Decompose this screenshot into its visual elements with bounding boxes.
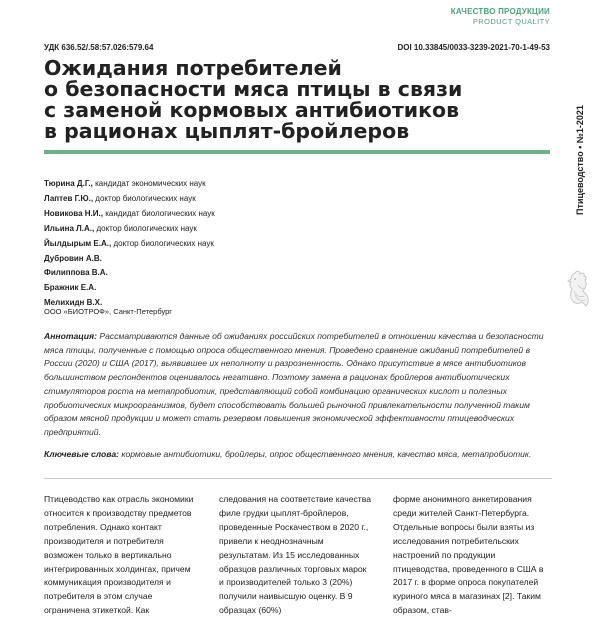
section-label-english: PRODUCT QUALITY (472, 17, 550, 26)
title-line: в рационах цыплят-бройлеров (44, 119, 410, 143)
section-label: КАЧЕСТВО ПРОДУКЦИИ (450, 7, 550, 16)
annotation (44, 330, 552, 440)
keywords-label: Ключевые слова: (44, 449, 119, 459)
author-name: Бражник Е.А. (44, 283, 97, 293)
keywords (44, 448, 552, 462)
title-divider (44, 150, 550, 154)
title-line: Ожидания потребителей (44, 56, 342, 80)
author-name: Мелихидн В.Х. (44, 298, 103, 308)
author-entry (44, 266, 215, 281)
affiliation: ООО «БИОТРОФ», Санкт-Петербург (44, 307, 173, 316)
author-name: Ильина Л.А., (44, 223, 95, 233)
author-degree: доктор биологических наук (113, 238, 214, 248)
keywords-text: кормовые антибиотики, бройлеры, опрос общественного мнения, качество мяса, метапробиотик. (121, 449, 532, 459)
annotation-label: Аннотация: (44, 331, 97, 341)
author-degree: доктор биологических наук (95, 193, 196, 203)
doi-link[interactable]: DOI 10.33845/0033-3239-2021-70-1-49-53 (397, 43, 550, 52)
author-degree: кандидат биологических наук (105, 208, 215, 218)
author-entry (44, 252, 215, 267)
author-entry (44, 222, 215, 237)
body-column (219, 493, 373, 618)
body-text: следования на соответствие качества филе грудки цыплят-бройлеров, проведенные Роскачеством в 2020 г., привели к неоднозначным результатам. Из 15 исследованных образцов различных торговых марок и производителей только 3 (20%) получили наивысшую оценку. В 9 образцах (60%) (219, 494, 371, 616)
journal-issue-text: Птицеводство • №1-2021 (575, 105, 585, 215)
body-text: Птицеводство как отрасль экономики относится к производству предметов потребления. Однако контакт производителя и потребителя возможен только в вертикально интегрированных холдингах, причем коммуникация производителя и потребителя в этом случае ограничена этикеткой. Как (44, 494, 194, 616)
section-divider (44, 478, 552, 479)
udc-code: УДК 636.52/.58:57.026:579.64 (44, 43, 154, 52)
journal-issue-label (573, 85, 587, 235)
author-entry (44, 207, 215, 222)
body-column (44, 493, 199, 618)
author-list (44, 177, 215, 311)
rooster-icon (566, 270, 592, 308)
title-line: с заменой кормовых антибиотиков (44, 98, 460, 122)
author-name: Филиппова В.А. (44, 268, 108, 278)
author-entry (44, 281, 215, 296)
article-title (44, 58, 524, 142)
author-name: Дубровин А.В. (44, 253, 102, 263)
author-entry (44, 237, 215, 252)
author-degree: доктор биологических наук (96, 223, 197, 233)
author-name: Новикова Н.И., (44, 208, 103, 218)
author-name: Йылдырым Е.А., (44, 238, 112, 248)
author-name: Тюрина Д.Г., (44, 179, 93, 188)
author-degree: кандидат экономических наук (95, 179, 206, 188)
author-entry (44, 177, 215, 192)
title-line: о безопасности мяса птицы в связи (44, 77, 463, 101)
annotation-text: Рассматриваются данные об ожиданиях российских потребителей в отношении качества и безопасности мяса птицы, полученные с помощью опроса общественного мнения. Проведено сравнение ожиданий потребителей в России (2020) и США (2017), выявившее их неполноту и разрозненность. Однако присутствие в мясе антибиотиков большинством респондентов оценивалось негативно. Поэтому замена в рационах бройлеров антибиотических стимуляторов роста на метапробиотик, представляющий собой комбинацию органических кислот и полезных пробиотических микроорганизмов, будет способствовать большей рыночной привлекательности полученной таким образом мясной продукции и может стать резервом повышения экономической эффективности птицеводческих предприятий. (44, 331, 544, 437)
author-name: Лаптев Г.Ю., (44, 193, 94, 203)
body-text: форме анонимного анкетирования среди жителей Санкт-Петербурга. Отдельные вопросы были взяты из исследования потребительских настроений по продукции птицеводства, проведенного в США в 2017 г. в форме опроса покупателей куриного мяса в магазинах [2]. Таким образом, став- (393, 494, 544, 616)
author-entry (44, 192, 215, 207)
body-column (393, 493, 552, 618)
